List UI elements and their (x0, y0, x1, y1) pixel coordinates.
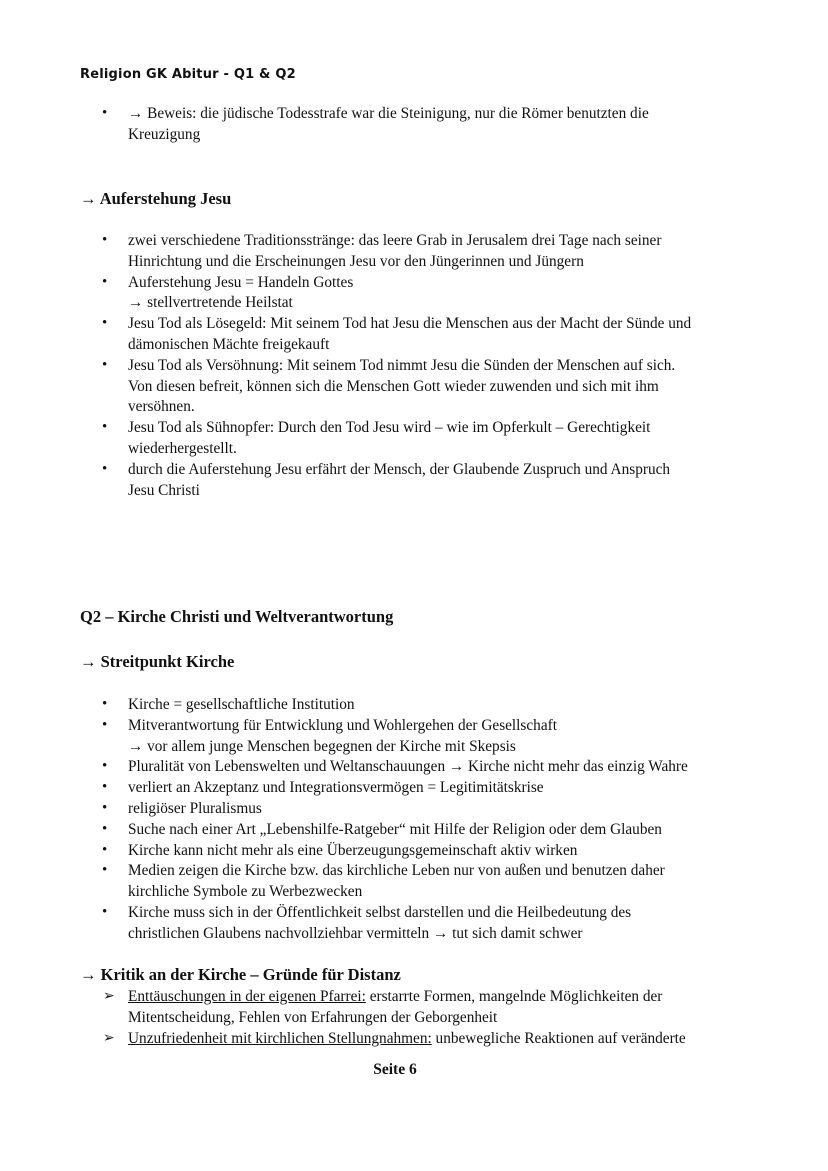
list-item-line: kirchliche Symbole zu Werbezwecken (128, 883, 363, 901)
bullet-icon: • (102, 862, 108, 879)
streitpunkt-list (0, 695, 828, 945)
bullet-icon: • (102, 841, 108, 858)
bullet-icon: • (102, 419, 108, 436)
list-item-line: Kirche = gesellschaftliche Institution (128, 696, 355, 713)
bullet-icon: • (102, 356, 108, 373)
list-item-line: durch die Auferstehung Jesu erfährt der Mensch, der Glaubende Zuspruch und Anspruch (128, 460, 671, 478)
bullet-icon: • (102, 696, 108, 712)
list-item-line: Kreuzigung (128, 125, 201, 143)
list-item-line: → stellvertretende Heilstat (128, 294, 293, 312)
list-item-line: Mitentscheidung, Fehlen von Erfahrungen der Geborgenheit (128, 1008, 498, 1026)
list-item-line: Kirche kann nicht mehr als eine Überzeugungsgemeinschaft aktiv wirken (128, 841, 578, 859)
section-heading-auferstehung: → Auferstehung Jesu (80, 189, 232, 208)
bullet-icon: • (102, 779, 108, 796)
list-item (0, 841, 828, 862)
bullet-icon: • (102, 105, 108, 121)
intro-list (0, 104, 828, 146)
list-item-line: verliert an Akzeptanz und Integrationsvermögen = Legitimitätskrise (128, 779, 544, 797)
list-item (0, 104, 828, 146)
bullet-icon: • (102, 903, 108, 920)
list-item-line: zwei verschiedene Traditionsstränge: das leere Grab in Jerusalem drei Tage nach seiner (128, 232, 662, 249)
list-item (0, 418, 828, 460)
list-item (0, 757, 828, 778)
list-item (0, 861, 828, 903)
section-heading-kritik: → Kritik an der Kirche – Gründe für Distanz (80, 965, 401, 984)
underlined-term: Enttäuschungen in der eigenen Pfarrei: (128, 988, 366, 1005)
list-item (0, 987, 828, 1029)
kritik-list (0, 987, 828, 1049)
list-item-line (128, 1029, 758, 1050)
list-item-line: dämonischen Mächte freigekauft (128, 335, 330, 353)
list-item (0, 356, 828, 418)
list-item (0, 716, 828, 758)
bullet-icon: • (102, 716, 108, 733)
page-header-title: Religion GK Abitur - Q1 & Q2 (80, 67, 296, 82)
bullet-icon: • (102, 460, 108, 477)
bullet-icon: • (102, 758, 108, 775)
list-item (0, 778, 828, 799)
list-item (0, 273, 828, 315)
auferstehung-list (0, 231, 828, 501)
list-item (0, 820, 828, 841)
list-item-line: → Beweis: die jüdische Todesstrafe war die Steinigung, nur die Römer benutzten die (128, 105, 649, 122)
underlined-term: Unzufriedenheit mit kirchlichen Stellungnahmen: (128, 1029, 432, 1047)
list-item (0, 231, 828, 273)
bullet-icon: • (102, 232, 108, 248)
list-item (0, 314, 828, 356)
list-item-line: Auferstehung Jesu = Handeln Gottes (128, 273, 354, 291)
list-item (0, 799, 828, 820)
item-text: unbewegliche Reaktionen auf veränderte (431, 1029, 686, 1047)
section-heading-streitpunkt: → Streitpunkt Kirche (80, 652, 235, 671)
section-heading-q2: Q2 – Kirche Christi und Weltverantwortung (80, 607, 394, 626)
item-text: erstarrte Formen, mangelnde Möglichkeiten der (365, 988, 663, 1005)
list-item-line (128, 987, 758, 1008)
list-item-line: Jesu Tod als Sühnopfer: Durch den Tod Jesu wird – wie im Opferkult – Gerechtigkeit (128, 419, 651, 437)
list-item-line: christlichen Glaubens nachvollziehbar vermitteln → tut sich damit schwer (128, 924, 583, 942)
list-item-line: Jesu Tod als Lösegeld: Mit seinem Tod hat Jesu die Menschen aus der Macht der Sünde und (128, 315, 692, 333)
list-item (0, 903, 828, 945)
list-item-line: → vor allem junge Menschen begegnen der Kirche mit Skepsis (128, 737, 516, 755)
list-item (0, 695, 828, 716)
list-item-line: versöhnen. (128, 398, 195, 416)
arrow-bullet-icon: ➢ (103, 989, 115, 1004)
list-item-line: Mitverantwortung für Entwicklung und Wohlergehen der Gesellschaft (128, 716, 557, 734)
list-item-line: Suche nach einer Art „Lebenshilfe-Ratgeber“ mit Hilfe der Religion oder dem Glauben (128, 820, 662, 838)
bullet-icon: • (102, 315, 108, 332)
bullet-icon: • (102, 799, 108, 816)
list-item-line: Pluralität von Lebenswelten und Weltanschauungen → Kirche nicht mehr das einzig Wahre (128, 758, 688, 776)
list-item-line: Hinrichtung und die Erscheinungen Jesu vor den Jüngerinnen und Jüngern (128, 252, 584, 270)
list-item-line: religiöser Pluralismus (128, 799, 262, 817)
list-item (0, 1029, 828, 1050)
bullet-icon: • (102, 820, 108, 837)
list-item-line: Jesu Tod als Versöhnung: Mit seinem Tod nimmt Jesu die Sünden der Menschen auf sich. (128, 356, 676, 374)
list-item-line: Kirche muss sich in der Öffentlichkeit selbst darstellen und die Heilbedeutung des (128, 903, 632, 921)
list-item (0, 460, 828, 502)
list-item-line: wiederhergestellt. (128, 439, 237, 457)
list-item-line: Von diesen befreit, können sich die Menschen Gott wieder zuwenden und sich mit ihm (128, 377, 659, 395)
page-number: Seite 6 (373, 1061, 417, 1078)
list-item-line: Medien zeigen die Kirche bzw. das kirchliche Leben nur von außen und benutzen daher (128, 862, 665, 880)
bullet-icon: • (102, 273, 108, 290)
arrow-bullet-icon: ➢ (103, 1030, 115, 1046)
list-item-line: Jesu Christi (128, 481, 200, 499)
